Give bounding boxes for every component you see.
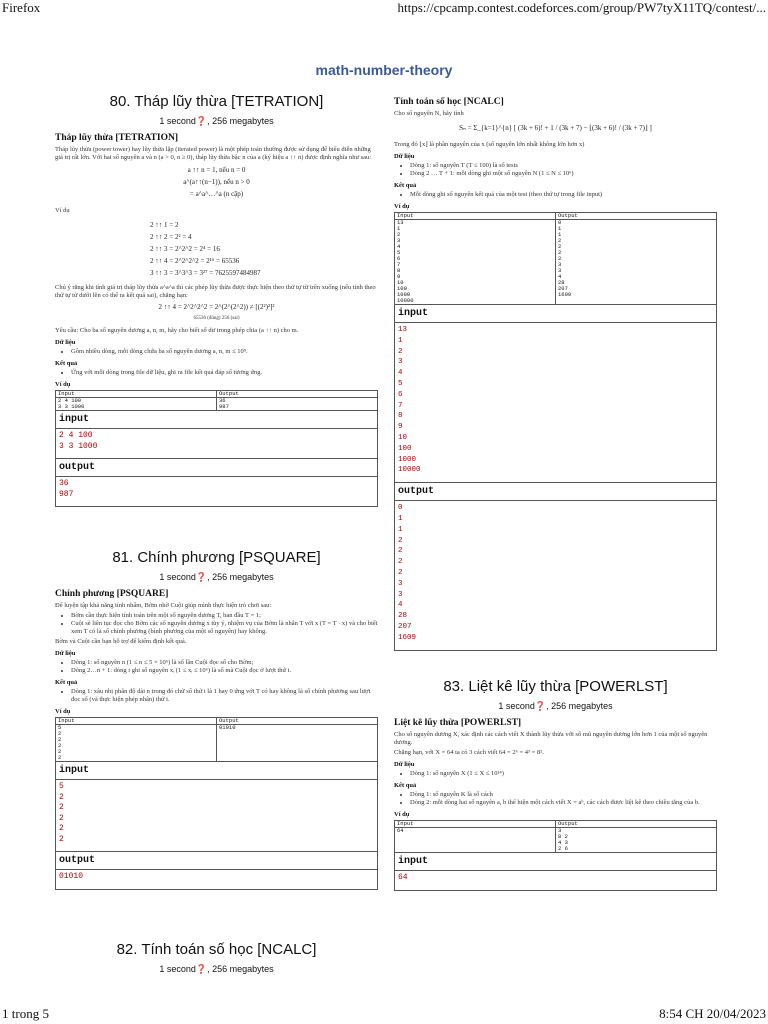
input-section-label: Dữ liệu — [55, 650, 76, 657]
sample-output-text[interactable]: 01010 — [59, 872, 84, 881]
problem-82-heading — [55, 941, 378, 981]
sample-output-label: output — [56, 852, 377, 870]
rule-item: • Cuội sẽ liên tục đọc cho Bờm các số nguyên dương x tùy ý, nhiệm vụ của Bờm là nhân T với x (T = T · x) và cho biết xem T có là số chính phương (bình phương của một số nguyên) hay không. — [71, 620, 378, 636]
input-section-label: Dữ liệu — [55, 339, 76, 346]
browser-name: Firefox — [2, 0, 41, 15]
site-title[interactable]: math-number-theory — [315, 62, 453, 78]
output-spec: • Dòng 1: số nguyên K là số cách — [410, 791, 717, 799]
requirement: Yêu cầu: Cho ba số nguyên dương a, n, m, hãy cho biết số dư trong phép chia (a ↑↑ n) cho m. — [55, 327, 299, 334]
example-table — [55, 390, 378, 411]
statement-title: Tính toán số học [NCALC] — [394, 97, 504, 107]
example-section-label: Ví dụ — [55, 708, 71, 715]
example-line: 3 ↑↑ 3 = 3^3^3 = 3²⁷ = 7625597484987 — [150, 269, 261, 277]
floor-note: Trong đó ⌊x⌋ là phần nguyên của x (số nguyên lớn nhất không lớn hơn x) — [394, 141, 585, 148]
sample-output-block — [394, 483, 717, 650]
note-formula-sub: 65536 (đúng) 256 (sai) — [193, 316, 240, 321]
problem-title: 80. Tháp lũy thừa [TETRATION] — [109, 93, 324, 110]
definition-line-2: a^(a↑↑(n−1)), nếu n > 0 — [183, 178, 250, 186]
example-line: 2 ↑↑ 1 = 2 — [150, 221, 179, 229]
problem-81 — [55, 549, 378, 890]
input-spec: • Dòng 1: số nguyên X (1 ≤ X ≤ 10¹⁴) — [410, 770, 717, 778]
statement-example: Chẳng hạn, với X = 64 ta có 3 cách viết 64 = 2⁶ = 4³ = 8². — [394, 749, 544, 756]
output-section-label: Kết quả — [55, 679, 78, 686]
sample-input-label: input — [56, 762, 377, 780]
example-table — [55, 717, 378, 762]
sample-output-text[interactable]: 36 987 — [59, 479, 74, 499]
problem-limits: 1 second❓, 256 megabytes — [159, 964, 274, 974]
help-text: Bờm và Cuội cần bạn hỗ trợ để kiểm định kết quả. — [55, 638, 187, 645]
problem-title: 83. Liệt kê lũy thừa [POWERLST] — [443, 678, 668, 695]
problem-82-body — [394, 93, 717, 651]
table-cell-output: 36 987 — [217, 398, 378, 411]
example-line: 2 ↑↑ 4 = 2^2^2^2 = 2¹⁶ = 65536 — [150, 257, 240, 265]
table-header-output: Output — [556, 821, 717, 828]
example-line: 2 ↑↑ 3 = 2^2^2 = 2⁴ = 16 — [150, 245, 220, 253]
input-spec: • Dòng 2…n + 1: dòng i ghi số nguyên xᵢ (1 ≤ xᵢ ≤ 10⁶) là số mà Cuội đọc ở lượt thứ i. — [71, 667, 378, 675]
table-header-input: Input — [395, 821, 556, 828]
note-formula: 2 ↑↑ 4 = 2^2^2^2 = 2^(2^(2^2)) ≠ [(2²)²]² — [158, 303, 275, 311]
table-cell-output: 3 8 2 4 3 2 6 — [556, 828, 717, 853]
sample-input-block — [55, 411, 378, 459]
table-header-output: Output — [556, 213, 717, 220]
sample-input-label: input — [395, 305, 716, 323]
example-label: Ví dụ — [55, 207, 70, 214]
sample-input-text[interactable]: 5 2 2 2 2 2 — [59, 782, 64, 844]
statement-intro: Để luyện tập khả năng tính nhẩm, Bờm nhờ Cuội giúp mình thực hiện trò chơi sau: — [55, 602, 272, 609]
sample-output-block — [55, 852, 378, 890]
sample-output-label: output — [395, 483, 716, 501]
problem-limits: 1 second❓, 256 megabytes — [159, 572, 274, 582]
note-text: Chú ý rằng khi tính giá trị tháp lũy thừa a^a^a thì các phép lũy thừa được thực hiện theo thứ tự từ trên xuống (nếu tính theo thứ tự từ dưới lên có thể ra kết quả sai), chẳng hạn: — [55, 284, 376, 299]
problem-limits: 1 second❓, 256 megabytes — [498, 701, 613, 711]
output-section-label: Kết quả — [55, 360, 78, 367]
problem-title: 81. Chính phương [PSQUARE] — [112, 549, 321, 566]
statement-intro: Tháp lũy thừa (power tower) hay lũy thừa lặp (iterated power) là một phép toán thường được sử dụng để biểu diễn những giá trị rất lớn. Với hai số nguyên a và n (a > 0, n ≥ 0), tháp lũy thừa bậc n của a (ký hiệu a ↑↑ n) được định nghĩa như sau: — [55, 146, 372, 161]
example-section-label: Ví dụ — [394, 811, 410, 818]
page-url[interactable]: https://cpcamp.contest.codeforces.com/group/PW7tyX11TQ/contest/... — [397, 0, 766, 15]
sample-input-block — [394, 305, 717, 483]
sample-input-block — [55, 762, 378, 852]
sample-input-text[interactable]: 64 — [398, 873, 408, 882]
sample-output-label: output — [56, 459, 377, 477]
rule-item: • Bờm cần thực hiện tính toán trên một số nguyên dương T, ban đầu T = 1; — [71, 612, 378, 620]
problem-title: 82. Tính toán số học [NCALC] — [116, 941, 317, 958]
sample-input-block — [394, 853, 717, 891]
table-cell-output: 0 1 1 2 2 2 2 3 3 4 28 207 1609 — [556, 220, 717, 305]
statement-intro: Cho số nguyên N, hãy tính — [394, 110, 464, 117]
table-header-output: Output — [217, 718, 378, 725]
problem-80 — [55, 93, 378, 507]
sample-output-block — [55, 459, 378, 507]
table-header-output: Output — [217, 391, 378, 398]
output-spec: • Ứng với mỗi dòng trong file dữ liệu, ghi ra file kết quả đáp số tương ứng. — [71, 369, 378, 377]
sample-input-label: input — [395, 853, 716, 871]
output-spec: • Dòng 2: mỗi dòng hai số nguyên a, b thể hiện một cách viết X = aᵇ, các cách được liệt kê theo chiều tăng của b. — [410, 799, 717, 807]
definition-line-3: = a^a^…^a (n cặp) — [189, 190, 244, 198]
sample-input-label: input — [56, 411, 377, 429]
output-section-label: Kết quả — [394, 182, 417, 189]
sample-output-text[interactable]: 0 1 1 2 2 2 2 3 3 4 28 207 1609 — [398, 504, 417, 642]
table-cell-input: 2 4 100 3 3 1000 — [56, 398, 217, 411]
definition-line-1: a ↑↑ n = 1, nếu n = 0 — [187, 166, 246, 174]
sum-formula: Sₙ = Σ_{k=1}^{n} [ (3k + 6)! + 1 / (3k + 7) − ⌊(3k + 6)! / (3k + 7)⌋ ] — [459, 124, 652, 132]
page-indicator: 1 trong 5 — [2, 1006, 49, 1021]
sample-input-text[interactable]: 13 1 2 3 4 5 6 7 8 9 10 100 1000 10000 — [398, 326, 421, 475]
table-cell-input: 13 1 2 3 4 5 6 7 8 9 10 100 1000 10000 — [395, 220, 556, 305]
example-table — [394, 212, 717, 305]
problem-limits: 1 second❓, 256 megabytes — [159, 116, 274, 126]
statement-intro: Cho số nguyên dương X, xác định các cách viết X thành lũy thừa với số mũ nguyên dương lớn hơn 1 của một số nguyên dương. — [394, 731, 708, 746]
output-spec: • Mỗi dòng ghi số nguyên kết quả của một test (theo thứ tự trong file input) — [410, 191, 717, 199]
print-datetime: 8:54 CH 20/04/2023 — [659, 1006, 766, 1021]
input-spec: • Gồm nhiều dòng, mỗi dòng chứa ba số nguyên dương a, n, m ≤ 10⁹. — [71, 348, 378, 356]
output-spec: • Dòng 1: xâu nhị phân độ dài n trong đó chữ số thứ i là 1 hay 0 ứng với T có hay không là số chính phương sau lượt đọc số (và thực hiện phép nhân) thứ i. — [71, 688, 378, 704]
table-header-input: Input — [395, 213, 556, 220]
example-table — [394, 820, 717, 853]
problem-83 — [394, 678, 717, 891]
output-section-label: Kết quả — [394, 782, 417, 789]
input-spec: • Dòng 2 … T + 1: mỗi dòng ghi một số nguyên N (1 ≤ N ≤ 10⁶) — [410, 170, 717, 178]
sample-input-text[interactable]: 2 4 100 3 3 1000 — [59, 431, 98, 451]
statement-title: Liệt kê lũy thừa [POWERLST] — [394, 718, 522, 728]
statement-title: Tháp lũy thừa [TETRATION] — [55, 133, 178, 143]
input-section-label: Dữ liệu — [394, 153, 415, 160]
statement-title: Chính phương [PSQUARE] — [55, 589, 169, 599]
table-header-input: Input — [56, 391, 217, 398]
example-line: 2 ↑↑ 2 = 2² = 4 — [150, 233, 192, 241]
input-section-label: Dữ liệu — [394, 761, 415, 768]
input-spec: • Dòng 1: số nguyên T (T ≤ 100) là số tests — [410, 162, 717, 170]
example-section-label: Ví dụ — [394, 203, 410, 210]
example-section-label: Ví dụ — [55, 381, 71, 388]
table-cell-output: 01010 — [217, 725, 378, 762]
table-cell-input: 64 — [395, 828, 556, 853]
table-header-input: Input — [56, 718, 217, 725]
table-cell-input: 5 2 2 2 2 2 — [56, 725, 217, 762]
input-spec: • Dòng 1: số nguyên n (1 ≤ n ≤ 5 × 10⁵) là số lần Cuội đọc số cho Bờm; — [71, 659, 378, 667]
